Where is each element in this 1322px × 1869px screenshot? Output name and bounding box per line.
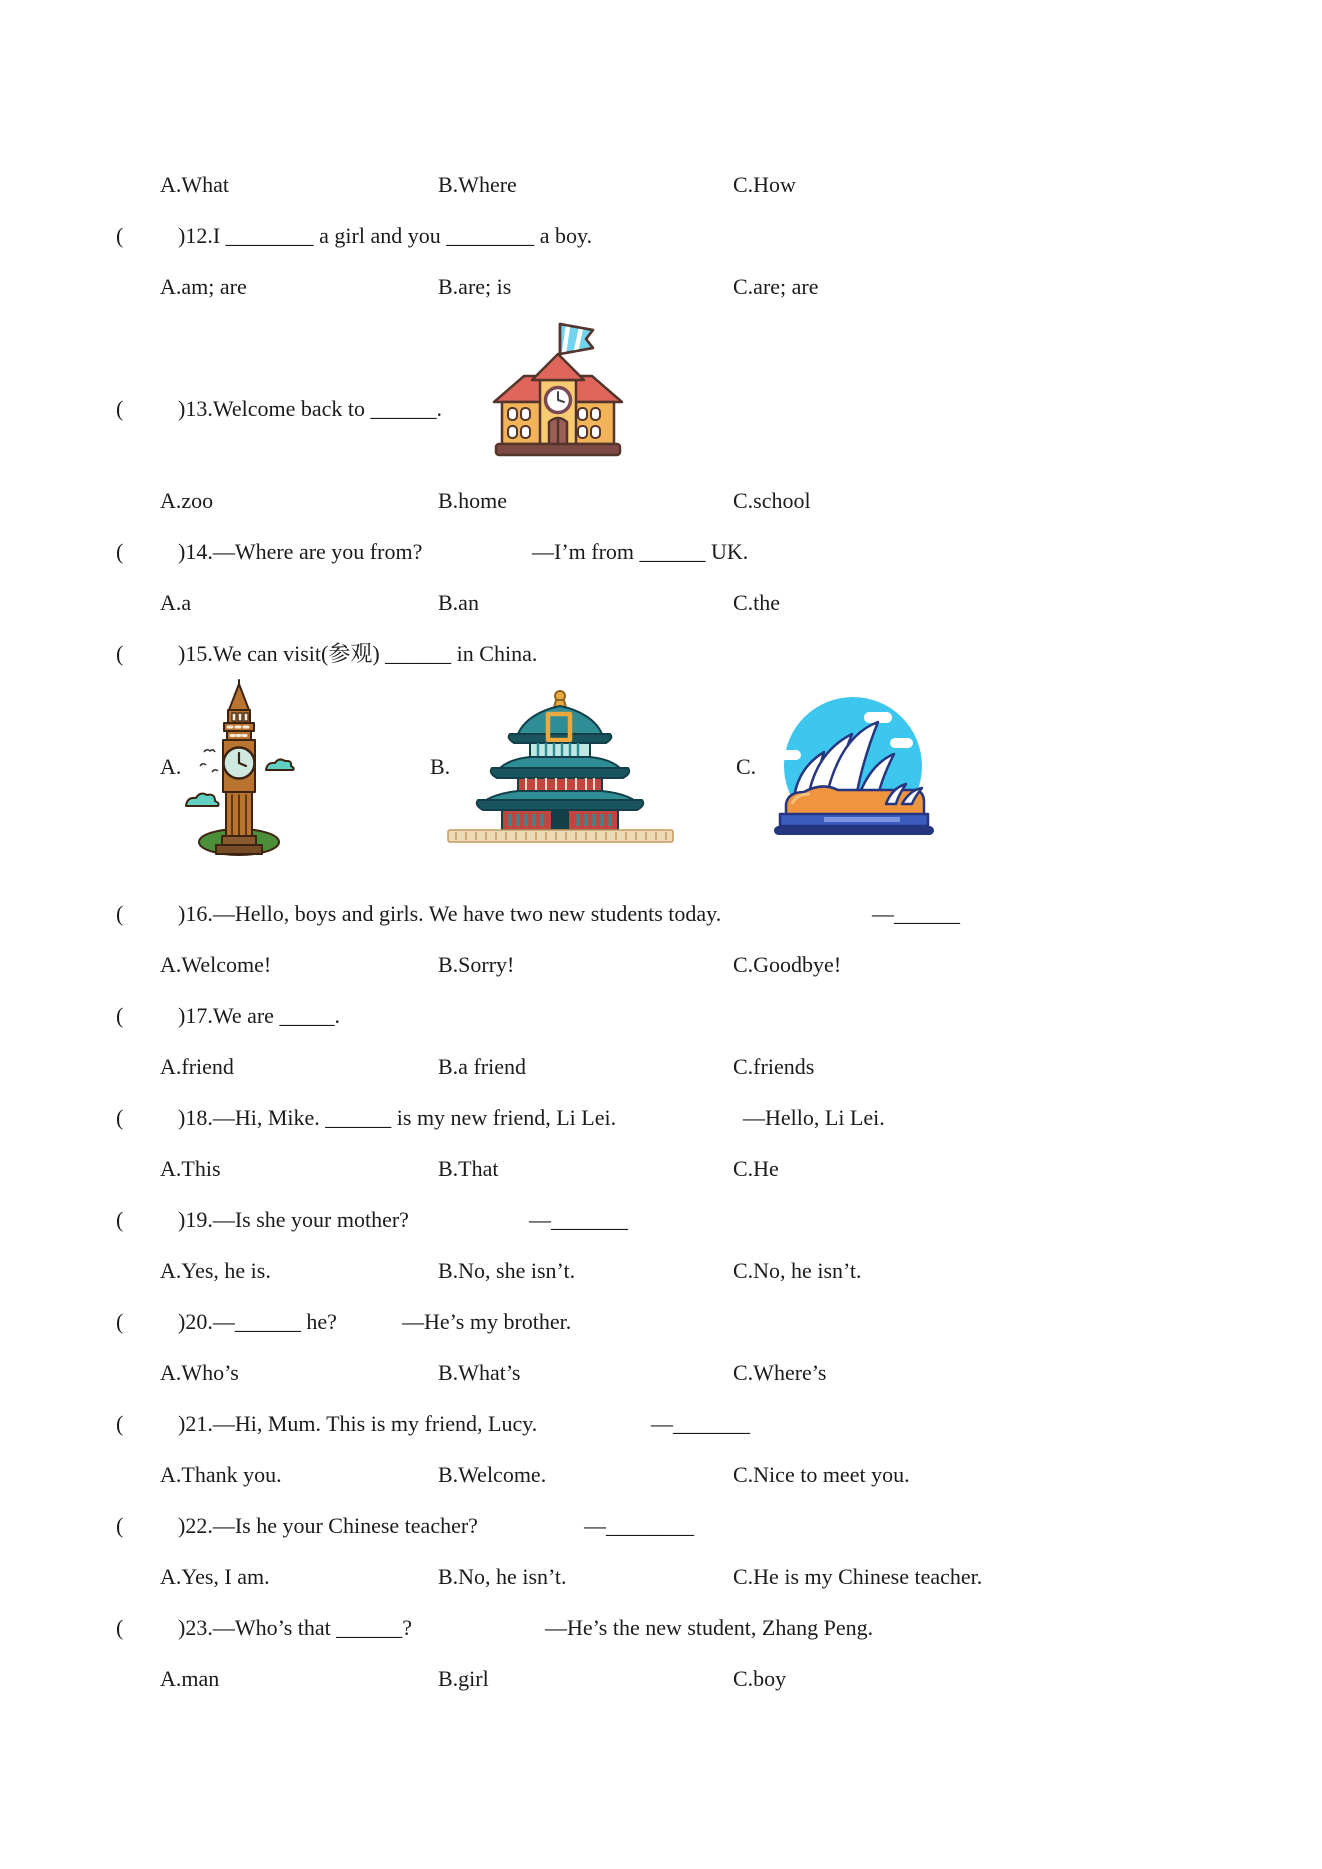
option-c: C.Goodbye!	[733, 952, 842, 977]
question-text: )23.—Who’s that ______?	[178, 1615, 413, 1640]
option-b: B.Where	[438, 172, 517, 197]
question-reply-text: —_______	[529, 1207, 628, 1232]
option-b: B.No, she isn’t.	[438, 1258, 576, 1283]
question-text: )12.I ________ a girl and you ________ a boy.	[178, 223, 593, 248]
sydney-opera-house-image	[766, 692, 940, 846]
option-b: B.home	[438, 488, 508, 513]
option-c: C.No, he isn’t.	[733, 1258, 862, 1283]
option-c: C.Where’s	[733, 1360, 827, 1385]
question-reply-text: —I’m from ______ UK.	[532, 539, 749, 564]
option-b: B.Welcome.	[438, 1462, 547, 1487]
school-building-image	[488, 316, 628, 464]
option-a: A.am; are	[160, 274, 247, 299]
question-text: )21.—Hi, Mum. This is my friend, Lucy.	[178, 1411, 538, 1436]
option-c: C.How	[733, 172, 796, 197]
option-a: A.man	[160, 1666, 220, 1691]
question-text: )16.—Hello, boys and girls. We have two new students today.	[178, 901, 722, 926]
question-reply-text: —He’s the new student, Zhang Peng.	[545, 1615, 874, 1640]
question-text: )17.We are _____.	[178, 1003, 340, 1028]
option-a: A.Thank you.	[160, 1462, 282, 1487]
answer-paren: (	[116, 1207, 124, 1232]
question-text: )19.—Is she your mother?	[178, 1207, 409, 1232]
question-text: )22.—Is he your Chinese teacher?	[178, 1513, 478, 1538]
question-text: )14.—Where are you from?	[178, 539, 423, 564]
option-b: B.a friend	[438, 1054, 526, 1079]
option-b: B.No, he isn’t.	[438, 1564, 567, 1589]
answer-paren: (	[116, 1309, 124, 1334]
option-c: C.are; are	[733, 274, 819, 299]
answer-paren: (	[116, 1003, 124, 1028]
option-c: C.the	[733, 590, 781, 615]
option-a: A.Yes, he is.	[160, 1258, 271, 1283]
answer-paren: (	[116, 1411, 124, 1436]
option-a: A.What	[160, 172, 230, 197]
answer-paren: (	[116, 539, 124, 564]
option-a: A.a	[160, 590, 192, 615]
option-c: C.school	[733, 488, 811, 513]
question-reply-text: —_______	[651, 1411, 750, 1436]
answer-paren: (	[116, 1615, 124, 1640]
answer-paren: (	[116, 223, 124, 248]
option-a: A.zoo	[160, 488, 214, 513]
question-reply-text: —He’s my brother.	[402, 1309, 572, 1334]
option-c: C.Nice to meet you.	[733, 1462, 910, 1487]
question-text: )13.Welcome back to ______.	[178, 396, 442, 421]
option-b: B.That	[438, 1156, 499, 1181]
temple-of-heaven-image	[443, 688, 678, 845]
answer-paren: (	[116, 1105, 124, 1130]
option-b: B.Sorry!	[438, 952, 515, 977]
option-b: B.girl	[438, 1666, 489, 1691]
question-text: )18.—Hi, Mike. ______ is my new friend, Li Lei.	[178, 1105, 617, 1130]
answer-paren: (	[116, 1513, 124, 1538]
question-text: )20.—______ he?	[178, 1309, 337, 1334]
question-reply-text: —______	[872, 901, 960, 926]
question-reply-text: —________	[584, 1513, 694, 1538]
option-b: B.an	[438, 590, 479, 615]
image-option-label-b: B.	[430, 754, 451, 779]
option-b: B.What’s	[438, 1360, 521, 1385]
answer-paren: (	[116, 396, 124, 421]
option-a: A.Yes, I am.	[160, 1564, 270, 1589]
answer-paren: (	[116, 901, 124, 926]
option-c: C.boy	[733, 1666, 787, 1691]
image-option-label-a: A.	[160, 754, 182, 779]
option-a: A.Who’s	[160, 1360, 239, 1385]
question-text: )15.We can visit(参观) ______ in China.	[178, 641, 538, 666]
big-ben-image	[178, 678, 300, 860]
question-reply-text: —Hello, Li Lei.	[743, 1105, 885, 1130]
option-a: A.friend	[160, 1054, 234, 1079]
option-c: C.He is my Chinese teacher.	[733, 1564, 983, 1589]
option-a: A.This	[160, 1156, 221, 1181]
option-b: B.are; is	[438, 274, 512, 299]
option-c: C.He	[733, 1156, 779, 1181]
image-option-label-c: C.	[736, 754, 757, 779]
answer-paren: (	[116, 641, 124, 666]
option-c: C.friends	[733, 1054, 815, 1079]
option-a: A.Welcome!	[160, 952, 272, 977]
